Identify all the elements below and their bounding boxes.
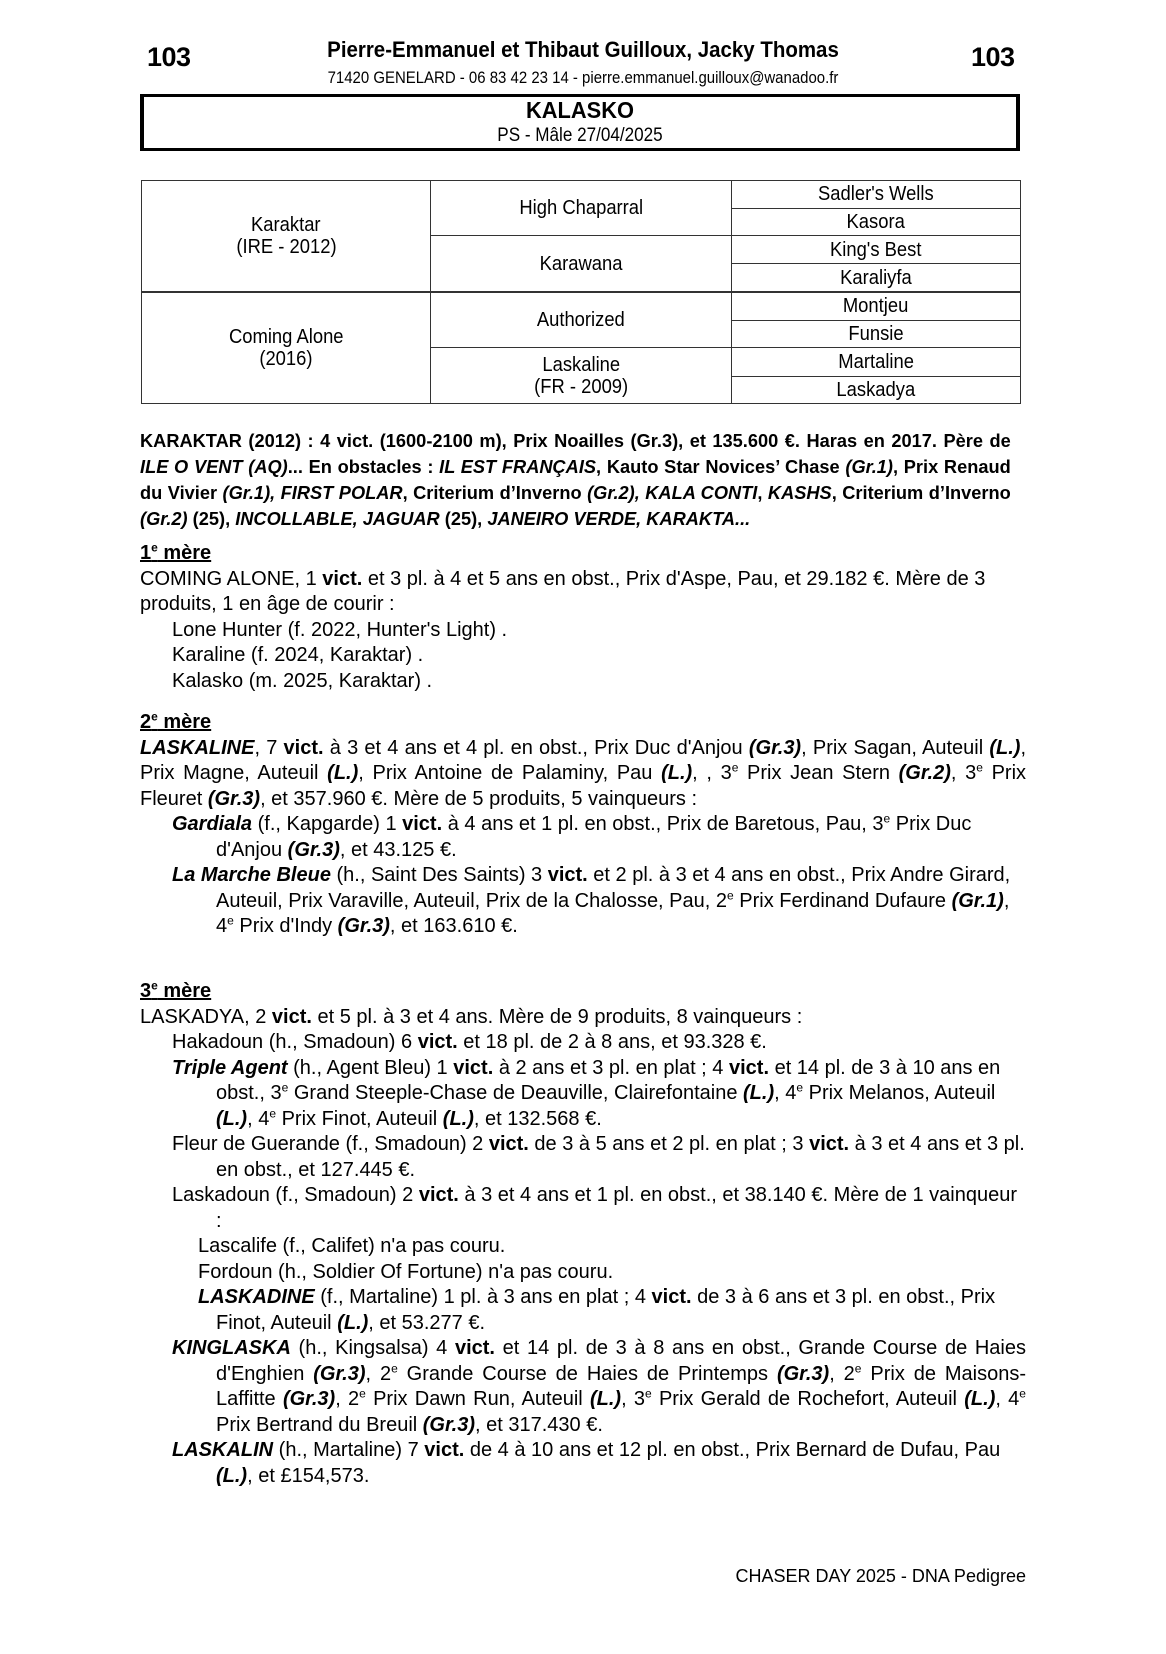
produce-item: Laskadoun (f., Smadoun) 2 vict. à 3 et 4 ans et 1 pl. en obst., et 38.140 €. Mère de 1 vainqueur : bbox=[172, 1184, 1018, 1232]
pedigree-dam-sire: Authorized bbox=[431, 292, 732, 348]
pedigree-gen3: Martaline bbox=[732, 348, 1021, 377]
dam-record: LASKALINE, 7 vict. à 3 et 4 ans et 4 pl. en obst., Prix Duc d'Anjou (Gr.3), Prix Sagan, Auteuil (L.), Prix Magne, Auteuil (L.), Prix Antoine de Palaminy, Pau (L.), , 3e Prix Jean Stern (Gr.2), 3e Prix Fleuret (Gr.3), et 357.960 €. Mère de 5 produits, 5 vainqueurs : bbox=[140, 736, 1027, 810]
section-first-dam bbox=[140, 541, 1026, 694]
pedigree-gen3: Karaliyfa bbox=[732, 264, 1021, 292]
produce-item: Triple Agent (h., Agent Bleu) 1 vict. à 2 ans et 3 pl. en plat ; 4 vict. et 14 pl. de 3 à 10 ans en obst., 3e Grand Steeple-Chase de Deauville, Clairefontaine (L.), 4e Prix Melanos, Auteuil (L.), 4e Prix Finot, Auteuil (L.), et 132.568 €. bbox=[172, 1056, 1001, 1130]
pedigree-gen3: Sadler's Wells bbox=[732, 181, 1021, 209]
pedigree-sire: Karaktar (IRE - 2012) bbox=[142, 181, 431, 293]
produce-item: KINGLASKA (h., Kingsalsa) 4 vict. et 14 pl. de 3 à 8 ans en obst., Grande Course de Haies d'Enghien (Gr.3), 2e Grande Course de Haies de Printemps (Gr.3), 2e Prix de Maisons-Laffitte (Gr.3), 2e Prix Dawn Run, Auteuil (L.), 3e Prix Gerald de Rochefort, Auteuil (L.), 4e Prix Bertrand du Breuil (Gr.3), et 317.430 €. bbox=[172, 1337, 1026, 1436]
pedigree-sire-dam: Karawana bbox=[431, 236, 732, 293]
section-title: 2e mère bbox=[140, 709, 212, 733]
dam-record: LASKADYA, 2 vict. et 5 pl. à 3 et 4 ans. Mère de 9 produits, 8 vainqueurs : bbox=[140, 1005, 803, 1028]
dam-record: COMING ALONE, 1 vict. et 3 pl. à 4 et 5 ans en obst., Prix d'Aspe, Pau, et 29.182 €. Mère de 3 produits, 1 en âge de courir : bbox=[140, 567, 986, 615]
produce-item: LASKALIN (h., Martaline) 7 vict. de 4 à 10 ans et 12 pl. en obst., Prix Bernard de Dufau, Pau (L.), et £154,573. bbox=[172, 1439, 1001, 1487]
consignor-address: 71420 GENELARD - 06 83 42 23 14 - pierre.emmanuel.guilloux@wanadoo.fr bbox=[327, 68, 839, 87]
sire-summary: KARAKTAR (2012) : 4 vict. (1600-2100 m), Prix Noailles (Gr.3), et 135.600 €. Haras en 2017. Père de ILE O VENT (AQ)... En obstacles : IL EST FRANÇAIS, Kauto Star Novices’ Chase (Gr.1), Prix Renaud du Vivier (Gr.1), FIRST POLAR, Criterium d’Inverno (Gr.2), KALA CONTI, KASHS, Criterium d’Inverno (Gr.2) (25), INCOLLABLE, JAGUAR (25), JANEIRO VERDE, KARAKTA... bbox=[140, 430, 1011, 529]
pedigree-dam: Coming Alone (2016) bbox=[142, 292, 431, 404]
consignor-name: Pierre-Emmanuel et Thibaut Guilloux, Jacky Thomas bbox=[327, 37, 839, 62]
horse-info: PS - Mâle 27/04/2025 bbox=[497, 125, 663, 146]
produce-item: Fordoun (h., Soldier Of Fortune) n'a pas couru. bbox=[198, 1260, 614, 1283]
pedigree-table bbox=[141, 180, 1021, 404]
produce-item: Kalasko (m. 2025, Karaktar) . bbox=[172, 669, 433, 692]
produce-item: Karaline (f. 2024, Karaktar) . bbox=[172, 644, 424, 666]
produce-item: Fleur de Guerande (f., Smadoun) 2 vict. de 3 à 5 ans et 2 pl. en plat ; 3 vict. à 3 et 4 ans et 3 pl. en obst., et 127.445 €. bbox=[172, 1133, 1025, 1181]
pedigree-gen3: Funsie bbox=[732, 320, 1021, 348]
section-second-dam bbox=[140, 710, 1026, 940]
produce-item: Gardiala (f., Kapgarde) 1 vict. à 4 ans et 1 pl. en obst., Prix de Baretous, Pau, 3e Prix Duc d'Anjou (Gr.3), et 43.125 €. bbox=[172, 811, 972, 861]
horse-title-box bbox=[140, 94, 1020, 151]
pedigree-gen3: Kasora bbox=[732, 208, 1021, 236]
page-footer: CHASER DAY 2025 - DNA Pedigree bbox=[735, 1566, 1026, 1586]
produce-item: La Marche Bleue (h., Saint Des Saints) 3 vict. et 2 pl. à 3 et 4 ans en obst., Prix Andre Girard, Auteuil, Prix Varaville, Auteuil, Prix de la Chalosse, Pau, 2e Prix Ferdinand Dufaure (Gr.1), 4e Prix d'Indy (Gr.3), et 163.610 €. bbox=[172, 864, 1011, 937]
produce-item: Hakadoun (h., Smadoun) 6 vict. et 18 pl. de 2 à 8 ans, et 93.328 €. bbox=[172, 1031, 767, 1053]
lot-number-right: 103 bbox=[971, 42, 1015, 72]
produce-item: LASKADINE (f., Martaline) 1 pl. à 3 ans en plat ; 4 vict. de 3 à 6 ans et 3 pl. en obst., Prix Finot, Auteuil (L.), et 53.277 €. bbox=[198, 1286, 996, 1334]
section-title: 1e mère bbox=[140, 540, 212, 564]
pedigree-dam-dam: Laskaline (FR - 2009) bbox=[431, 348, 732, 404]
section-third-dam bbox=[140, 979, 1026, 1489]
pedigree-gen3: Montjeu bbox=[732, 292, 1021, 320]
pedigree-gen3: Laskadya bbox=[732, 376, 1021, 404]
lot-number-left: 103 bbox=[147, 42, 191, 72]
section-title: 3e mère bbox=[140, 978, 212, 1002]
produce-item: Lone Hunter (f. 2022, Hunter's Light) . bbox=[172, 618, 508, 641]
pedigree-gen3: King's Best bbox=[732, 236, 1021, 264]
horse-name: KALASKO bbox=[525, 97, 635, 123]
pedigree-sire-sire: High Chaparral bbox=[431, 181, 732, 236]
produce-item: Lascalife (f., Califet) n'a pas couru. bbox=[198, 1235, 506, 1257]
